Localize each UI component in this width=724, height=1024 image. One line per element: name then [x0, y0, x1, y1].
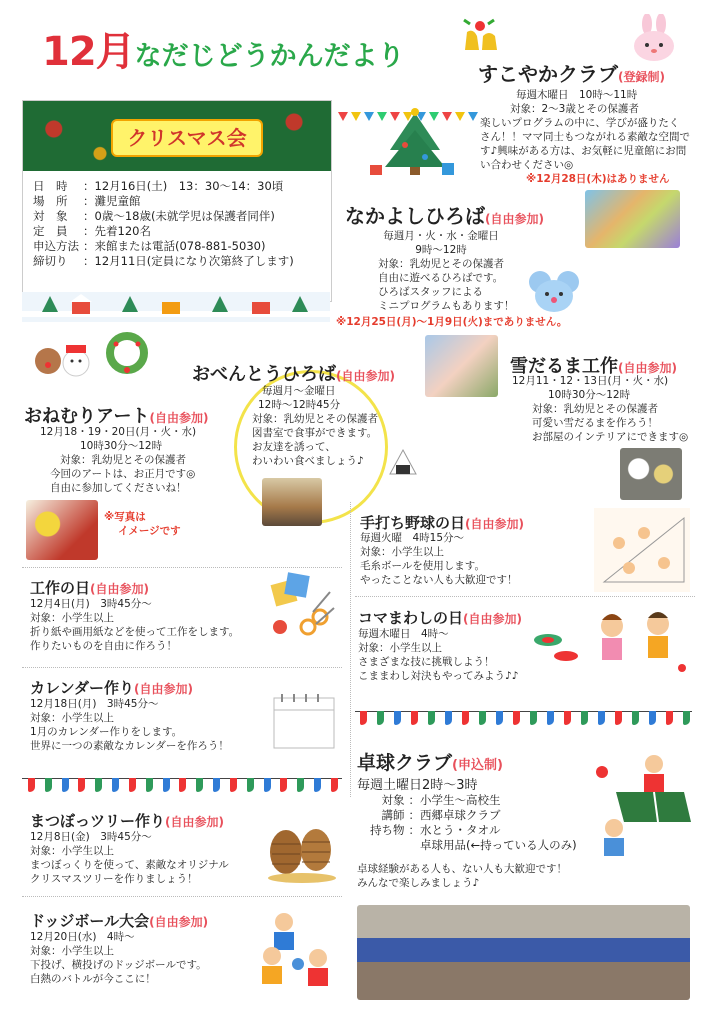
yukidaruma-tag: (自由参加) — [618, 361, 677, 375]
onigiri-icon — [388, 448, 418, 476]
yukidaruma-line: お部屋のインテリアにできます◎ — [532, 431, 689, 443]
page-title-text: なだじどうかんだより — [134, 41, 405, 72]
calendar-line: 対象：小学生以上 — [30, 712, 114, 724]
takkyu-photo — [357, 905, 690, 1000]
stockings-garland — [28, 778, 338, 792]
table-row — [31, 194, 296, 209]
kousaku-line: 対象：小学生以上 — [30, 612, 114, 624]
calendar-details — [30, 697, 229, 753]
dodge-line: 12月20日(水) 4時～ — [30, 931, 135, 943]
takkyu-line: みんなで楽しみましょう♪ — [357, 877, 480, 889]
dodge-details — [30, 930, 207, 986]
table-row — [31, 209, 296, 224]
yukidaruma-photo — [620, 448, 682, 500]
koma-title: コマまわしの日(自由参加) — [358, 609, 522, 627]
kousaku-line: 12月4日(月) 3時45分～ — [30, 598, 152, 610]
onemuri-line: 今回のアートは、お正月です◎ — [50, 468, 196, 480]
matsubokkuri-tag: (自由参加) — [165, 815, 224, 829]
divider — [22, 896, 342, 897]
calendar-title: カレンダー作り(自由参加) — [30, 679, 194, 697]
row-value: ：小学生～高校生 — [408, 793, 501, 807]
koma-line: 毎週木曜日 4時～ — [358, 628, 449, 640]
dodge-title: ドッジボール大会(自由参加) — [30, 912, 209, 930]
dodge-line: 白熱のバトルが今ここに！ — [30, 973, 156, 985]
sukoyaka-tag: (登録制) — [618, 70, 665, 84]
nakayoshi-line: 対象：乳幼児とその保護者 — [378, 258, 504, 270]
table-row — [31, 254, 296, 269]
sukoyaka-line: す♪興味がある方は、お気軽に児童館にお問 — [480, 145, 687, 157]
stockings-garland — [360, 711, 690, 725]
kids-playing-icon — [590, 608, 690, 678]
kousaku-line: 作りたいものを自由に作ろう！ — [30, 640, 177, 652]
row-value: ：12月16日(土) 13：30～14：30頃 — [83, 179, 284, 193]
matsubokkuri-line: クリスマスツリーを作りましょう！ — [30, 873, 198, 885]
calendar-line: 1月のカレンダー作りをします。 — [30, 726, 183, 738]
onemuri-line: 自由に参加してくださいね！ — [50, 482, 187, 494]
kousaku-line: 折り紙や画用紙などを使って工作をします。 — [30, 626, 240, 638]
yukidaruma-line: 対象：乳幼児とその保護者 — [532, 403, 658, 415]
matsubokkuri-line: 対象：小学生以上 — [30, 845, 114, 857]
row-value: ：12月11日(定員になり次第終了します) — [83, 254, 294, 268]
calendar-tag: (自由参加) — [134, 682, 194, 696]
teuchi-line: やったことない人も大歓迎です！ — [360, 574, 518, 586]
calendar-line: 12月18日(月) 3時45分～ — [30, 698, 159, 710]
obento-line: 毎週月～金曜日 — [262, 385, 336, 397]
christmas-banner: クリスマス会 — [111, 119, 263, 157]
sukoyaka-title: すこやかクラブ(登録制) — [478, 62, 665, 86]
onemuri-line: 12月18・19・20日(月・火・水) — [40, 426, 197, 438]
sukoyaka-line: さん！！ママ同士もつながれる素敵な空間で — [480, 131, 690, 143]
row-label: 締切り — [33, 254, 68, 268]
onemuri-details — [40, 425, 196, 495]
row-value: ：灘児童館 — [83, 194, 141, 208]
takkyu-time: 毎週土曜日2時～3時 — [357, 778, 478, 793]
divider — [22, 667, 342, 668]
onemuri-photo-note — [104, 510, 181, 538]
table-row — [31, 179, 296, 194]
matsubokkuri-line: 12月8日(金) 3時45分～ — [30, 831, 152, 843]
row-value: ：西郷卓球クラブ — [408, 808, 501, 822]
koma-line: 対象：小学生以上 — [358, 642, 442, 654]
yukidaruma-line: 12月11・12・13日(月・火・水) — [512, 375, 669, 387]
koma-line: こままわし対決もやってみよう♪♪ — [358, 670, 519, 682]
kousaku-details — [30, 597, 239, 653]
baseball-field-illustration — [594, 508, 690, 592]
nakayoshi-line: ひろばスタッフによる — [378, 286, 483, 298]
obento-tag: (自由参加) — [336, 369, 395, 383]
table-row — [31, 224, 296, 239]
spinning-top-icon — [530, 630, 580, 666]
yukidaruma-line: 可愛い雪だるまを作ろう！ — [532, 417, 658, 429]
kousaku-tag: (自由参加) — [90, 582, 149, 596]
takkyu-details-table — [368, 793, 579, 853]
christmas-details-table — [31, 179, 296, 269]
sukoyaka-line: 楽しいプログラムの中に、学びが盛りたく — [480, 117, 680, 129]
sukoyaka-line: い合わせください◎ — [480, 159, 574, 171]
takkyu-line: 卓球経験がある人も、ない人も大歓迎です！ — [357, 863, 567, 875]
row-label — [368, 838, 407, 853]
winter-village-illustration — [22, 292, 330, 322]
yukidaruma-line: 10時30分～12時 — [548, 389, 631, 401]
photo-note-line: イメージです — [118, 525, 181, 537]
table-tennis-illustration — [596, 752, 691, 860]
obento-details — [252, 384, 378, 468]
obento-line: 対象：乳幼児とその保護者 — [252, 413, 378, 425]
teuchi-details — [360, 531, 518, 587]
wreath-icon — [104, 330, 150, 376]
calendar-line: 世界に一つの素敵なカレンダーを作ろう！ — [30, 740, 229, 752]
page-title-month: 12月 — [42, 29, 135, 75]
reindeer-snowman-icon — [30, 335, 94, 383]
row-label: 場 所 — [33, 194, 68, 208]
takkyu-details — [357, 862, 567, 890]
nakayoshi-note: ※12月25日(月)～1月9日(火)までありません。 — [336, 316, 568, 328]
mouse-icon — [528, 268, 580, 314]
sukoyaka-note: ※12月28日(木)はありません — [526, 173, 670, 185]
row-label: 持ち物 — [370, 823, 405, 837]
row-label: 対象 — [381, 793, 405, 807]
onemuri-photo — [26, 500, 98, 560]
nakayoshi-details — [378, 229, 504, 271]
row-value: ：0歳～18歳(未就学児は保護者同伴) — [83, 209, 275, 223]
column-divider — [350, 502, 351, 797]
dodge-line: 下投げ、横投げのドッジボールです。 — [30, 959, 207, 971]
row-label: 講師 — [381, 808, 405, 822]
koma-tag: (自由参加) — [463, 612, 522, 626]
nakayoshi-line: 9時～12時 — [415, 244, 467, 256]
onemuri-line: 対象：乳幼児とその保護者 — [60, 454, 186, 466]
sukoyaka-line: 対象：2～3歳とその保護者 — [510, 103, 639, 115]
obento-title: おべんとうひろば(自由参加) — [192, 364, 395, 385]
obento-line: お友達を誘って、 — [252, 441, 336, 453]
dodge-tag: (自由参加) — [149, 915, 209, 929]
obento-line: わいわい食べましょう♪ — [252, 455, 364, 467]
nakayoshi-photo — [425, 335, 498, 397]
onemuri-title: おねむりアート(自由参加) — [24, 406, 209, 427]
table-row — [368, 838, 579, 853]
teuchi-tag: (自由参加) — [465, 517, 524, 531]
takkyu-title: 卓球クラブ(申込制) — [357, 752, 503, 774]
onemuri-tag: (自由参加) — [149, 411, 209, 425]
divider — [355, 596, 695, 597]
table-row — [368, 823, 579, 838]
rabbit-icon — [630, 14, 678, 62]
takkyu-tag: (申込制) — [452, 758, 503, 773]
nakayoshi-details-2 — [378, 271, 514, 313]
row-value: ：先着120名 — [83, 224, 151, 238]
nakayoshi-line: ミニプログラムもあります！ — [378, 300, 515, 312]
teuchi-line: 毛糸ボールを使用します。 — [360, 560, 485, 572]
kousaku-title: 工作の日(自由参加) — [30, 579, 149, 597]
obento-line: 12時～12時45分 — [258, 399, 341, 411]
onemuri-line: 10時30分～12時 — [80, 440, 163, 452]
row-label: 日 時 — [33, 179, 68, 193]
nakayoshi-tag: (自由参加) — [485, 212, 544, 226]
sukoyaka-details — [480, 88, 690, 186]
dodge-line: 対象：小学生以上 — [30, 945, 114, 957]
matsubokkuri-line: まつぼっくりを使って、素敵なオリジナル — [30, 859, 229, 871]
row-label: 申込方法 — [33, 239, 79, 253]
nakayoshi-line: 毎週月・火・水・金曜日 — [383, 230, 499, 242]
dodgeball-kids-icon — [258, 908, 344, 994]
matsubokkuri-title: まつぼっツリー作り(自由参加) — [30, 812, 224, 830]
yukidaruma-title: 雪だるま工作(自由参加) — [510, 356, 677, 377]
obento-photo — [262, 478, 322, 526]
sukoyaka-line: 毎週木曜日 10時～11時 — [516, 89, 638, 101]
table-row — [368, 808, 579, 823]
teuchi-line: 毎週火曜 4時15分～ — [360, 532, 465, 544]
christmas-event-box — [22, 100, 332, 302]
koma-line: さまざまな技に挑戦しよう！ — [358, 656, 495, 668]
koma-details — [358, 627, 518, 683]
page-title — [42, 20, 405, 77]
nakayoshi-line: 自由に遊べるひろばです。 — [378, 272, 504, 284]
nakayoshi-title: なかよしひろば(自由参加) — [345, 204, 544, 228]
row-value: ：来館または電話(078-881-5030) — [83, 239, 266, 253]
obento-line: 図書室で食事ができます。 — [252, 427, 378, 439]
photo-note-line: ※写真は — [104, 511, 146, 523]
divider — [22, 567, 342, 568]
table-row — [31, 239, 296, 254]
table-row — [368, 793, 579, 808]
scissors-paper-icon — [268, 572, 338, 642]
bells-icon — [460, 18, 500, 58]
teuchi-line: 対象：小学生以上 — [360, 546, 444, 558]
matsubokkuri-details — [30, 830, 229, 886]
teuchi-title: 手打ち野球の日(自由参加) — [360, 514, 524, 532]
row-value: 卓球用品(←持っている人のみ) — [408, 838, 577, 852]
sukoyaka-photo — [585, 190, 680, 248]
calendar-icon — [270, 690, 338, 752]
row-label: 対 象 — [33, 209, 68, 223]
row-value: ：水とう・タオル — [408, 823, 501, 837]
row-label: 定 員 — [33, 224, 68, 238]
yukidaruma-details — [512, 374, 688, 444]
christmas-tree-icon — [370, 105, 460, 180]
pinecone-icon — [262, 822, 340, 884]
